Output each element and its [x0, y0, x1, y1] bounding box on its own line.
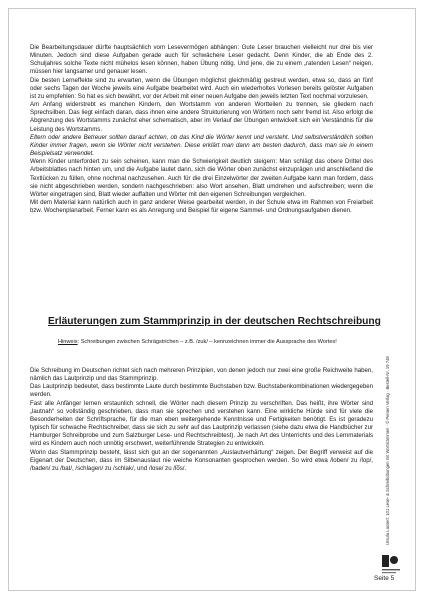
intro-text	[30, 44, 373, 215]
paragraph-9: Fast alle Anfänger lernen erstaunlich schnell, die Wörter nach diesem Prinzip zu verschriften. Das heißt, ihre Wörter sind „lautnah“ so vollständig geschrieben, dass man sie sprechen und verstehen kann. Eine wirkliche Hürde sind für viele die Besonderheiten der Schriftsprache, für die man eben weitergehende Kenntnisse und Fertigkeiten benötigt. Es ist geradezu typisch für schwache Rechtschreiber, dass sie sich zu sehr auf das Lautprinzip verlassen (siehe dazu etwa die Handbücher zur Hamburger Schreibprobe und zum Salzburger Lese- und Rechtschreibtest). Je nach Art des Unterrichts und des Lernmaterials wird es Kindern auch noch unnötig erschwert, weiterführende Strategien zu entwickeln.	[30, 399, 373, 448]
paragraph-3: Am Anfang widerstrebt es manchen Kindern, den Wortstamm von anderen Wortteilen zu trennen, sie gliedern nach Sprechsilben. Das liegt einfach daran, dass ihnen eine andere Strukturierung von Wörtern noch sehr fremd ist. Also erfolgt die Abgrenzung des Wortstamms zunächst eher schematisch, aber im Verlauf der Übungen entwickelt sich ein Verständnis für die Leistung des Wortstamms.	[30, 101, 373, 133]
publisher-logo-icon	[380, 552, 402, 576]
paragraph-5: Wenn Kinder unterfordert zu sein scheinen, kann man die Schwierigkeit deutlich steigern: Man schlägt das obere Drittel des Arbeitsblattes nach hinten um, und die Aufgabe lautet dann, sich die Wörter oben zunächst einzuprägen und anschließend die Textlücken zu füllen, ohne nochmal nachzusehen. Auch für die drei Einzelwörter der zweiten Aufgabe kann man fordern, dass sie nicht abgeschrieben werden, sondern nachgeschrieben: also Wort ansehen, Blatt umdrehen und aufschreiben; wenn die Wörter eingetragen sind, Blatt wieder auffalten und Wörter mit den eigenen Schreibungen vergleichen.	[30, 158, 373, 198]
paragraph-8: Das Lautprinzip bedeutet, dass bestimmte Laute durch bestimmte Buchstaben bzw. Buchstabenkombinationen wiedergegeben werden.	[30, 383, 373, 399]
paragraph-1: Die Bearbeitungsdauer dürfte hauptsächlich vom Lesevermögen abhängen: Gute Leser brauchen vielleicht nur drei bis vier Minuten. Jedoch sind diese Aufgaben gerade auch für schwächere Leser gedacht. Denn Kinder, die ab Ende des 2. Schuljahres solche Texte nicht mühelos lesen können, haben Übung nötig. Und jene, die zu einem „ratenden Lesen“ neigen, müssen hier langsamer und genauer lesen.	[30, 44, 373, 76]
section-heading: Erläuterungen zum Stammprinzip in der deutschen Rechtschreibung	[48, 316, 381, 327]
pronunciation-hint	[58, 339, 366, 346]
page-number: Seite 5	[374, 575, 395, 582]
paragraph-10: Worin das Stammprinzip besteht, lässt sich gut an der sogenannten „Auslautverhärtung“ zeigen. Der Begriff verweist auf die Eigenart der Deutschen, dass im Silbenauslaut nie weiche Konsonanten gesprochen werden. So wird etwa /loben/ zu /lop/, /baden/ zu /bat/, /schlagen/ zu /schlak/, und /lose/ zu /lo̅s/.	[30, 448, 373, 472]
paragraph-4-italic: Eltern oder andere Betreuer sollten darauf achten, ob das Kind die Wörter kennt und versteht. Und selbstverständlich sollten Kinder immer fragen, wenn sie Wörter nicht verstehen. Diese erklärt man dann am besten dadurch, dass man sie in einem Beispielsatz verwendet.	[30, 133, 373, 158]
hint-label: Hinweis	[58, 339, 78, 345]
paragraph-2: Die besten Lerneffekte sind zu erwarten, wenn die Übungen möglichst gleichmäßig gestreut werden, etwa so, dass an fünf oder sechs Tagen der Woche jeweils eine Aufgabe bearbeitet wird. Auch ein wiederholtes Vorlesen bereits gelöster Aufgaben ist zu empfehlen: So hat es sich bewährt, vor der Arbeit mit einer neuen Aufgabe den jeweils letzten Text nochmal vorzulesen.	[30, 76, 373, 100]
paragraph-7: Die Schreibung im Deutschen richtet sich nach mehreren Prinzipien, von denen jedoch nur zwei eine große Reichweite haben, nämlich das Lautprinzip und das Stammprinzip.	[30, 367, 373, 383]
paragraph-6: Mit dem Material kann natürlich auch in ganz anderer Weise gearbeitet werden, in der Schule etwa im Rahmen von Freiarbeit bzw. Wochenplanarbeit. Ferner kann es als Anregung und Beispiel für eigene Sammel- und Ordnungsaufgaben dienen.	[30, 198, 373, 215]
publisher-side-text: Ursula Lassert: 101 Lese- & Schreibübungen mit Wortstämmen · © Persen Verlag · Bestell-Nr. 19 748	[385, 356, 390, 545]
hint-text: : Schreibungen zwischen Schrägstrichen – z.B. /zuk/ – kennzeichnen immer die Aussprache des Wortes!	[77, 339, 337, 345]
explanation-text	[30, 367, 373, 473]
